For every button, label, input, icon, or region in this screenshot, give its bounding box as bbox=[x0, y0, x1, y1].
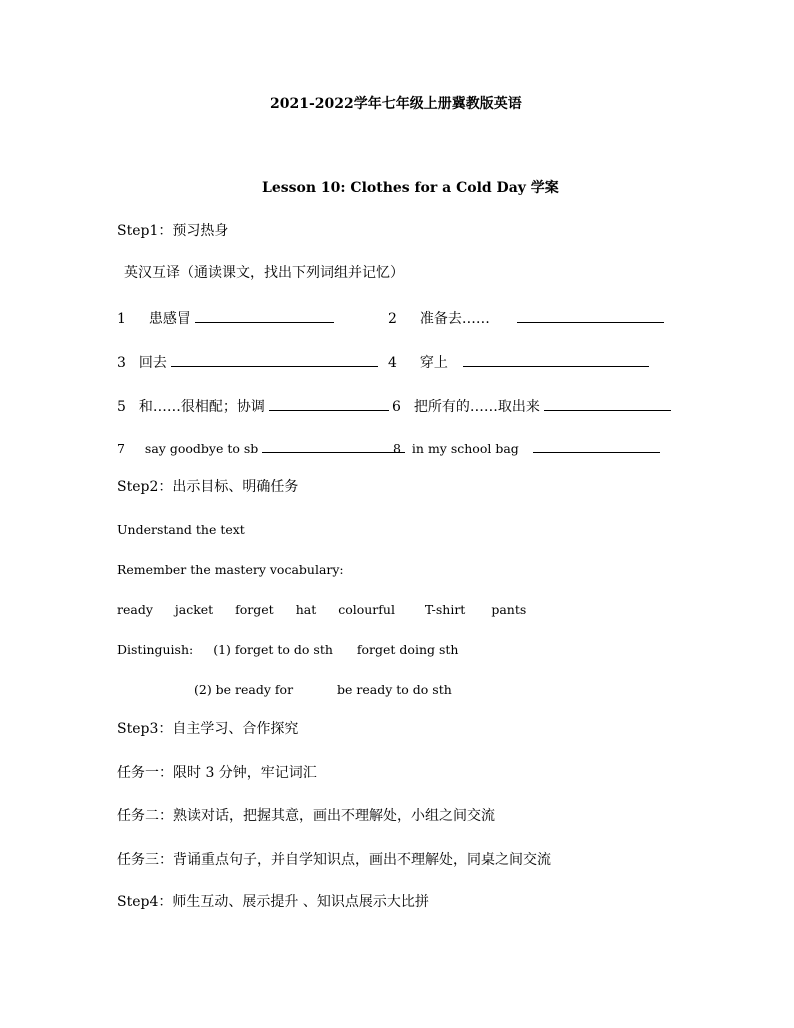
item-2-blank[interactable] bbox=[517, 308, 664, 323]
step3-heading: Step3：自主学习、合作探究 bbox=[117, 721, 299, 737]
item-5 bbox=[117, 396, 389, 416]
page-title: 2021-2022学年七年级上册冀教版英语 bbox=[270, 96, 522, 112]
item-7-text: say goodbye to sb bbox=[144, 441, 259, 456]
item-3 bbox=[117, 352, 378, 372]
item-8-text: in my school bag bbox=[411, 441, 519, 456]
item-6 bbox=[392, 396, 671, 416]
goal-understand: Understand the text bbox=[117, 522, 245, 537]
item-8-num: 8 bbox=[393, 441, 401, 456]
vocab-word: hat bbox=[295, 602, 317, 617]
item-2-num: 2 bbox=[388, 311, 397, 327]
item-7-num: 7 bbox=[117, 441, 125, 456]
item-4 bbox=[388, 352, 649, 372]
distinguish-1a: (1) forget to do sth bbox=[213, 642, 333, 657]
item-6-blank[interactable] bbox=[544, 396, 671, 411]
item-8 bbox=[393, 438, 660, 458]
item-1-text: 患感冒 bbox=[148, 311, 191, 327]
item-4-text: 穿上 bbox=[419, 355, 448, 371]
item-8-blank[interactable] bbox=[533, 438, 660, 453]
item-1-blank[interactable] bbox=[195, 308, 334, 323]
item-3-num: 3 bbox=[117, 355, 126, 371]
vocab-word: ready bbox=[117, 602, 153, 617]
item-1 bbox=[117, 308, 334, 328]
distinguish-row-1 bbox=[117, 641, 458, 659]
item-3-text: 回去 bbox=[138, 355, 167, 371]
item-6-num: 6 bbox=[392, 399, 401, 415]
item-7-blank[interactable] bbox=[262, 438, 405, 453]
item-5-blank[interactable] bbox=[269, 396, 389, 411]
step4-heading: Step4：师生互动、展示提升 、知识点展示大比拼 bbox=[117, 894, 429, 910]
vocab-list bbox=[117, 601, 526, 619]
goal-remember: Remember the mastery vocabulary: bbox=[117, 562, 344, 577]
vocab-word: pants bbox=[491, 602, 527, 617]
item-1-num: 1 bbox=[117, 311, 126, 327]
distinguish-1b: forget doing sth bbox=[356, 642, 459, 657]
item-5-num: 5 bbox=[117, 399, 126, 415]
item-3-blank[interactable] bbox=[171, 352, 378, 367]
vocab-word: T-shirt bbox=[424, 602, 466, 617]
item-7 bbox=[117, 438, 405, 458]
item-2 bbox=[388, 308, 664, 328]
step1-instruction: 英汉互译（通读课文，找出下列词组并记忆） bbox=[124, 265, 404, 281]
item-2-text: 准备去…… bbox=[419, 311, 490, 327]
task-2: 任务二：熟读对话，把握其意，画出不理解处，小组之间交流 bbox=[117, 808, 495, 824]
vocab-word: colourful bbox=[338, 602, 395, 617]
vocab-word: jacket bbox=[174, 602, 214, 617]
task-3: 任务三：背诵重点句子，并自学知识点，画出不理解处，同桌之间交流 bbox=[117, 852, 551, 868]
item-5-text: 和……很相配；协调 bbox=[138, 399, 265, 415]
step1-heading: Step1：预习热身 bbox=[117, 223, 229, 239]
vocab-word: forget bbox=[235, 602, 274, 617]
distinguish-2a: (2) be ready for bbox=[194, 682, 294, 697]
distinguish-row-2 bbox=[194, 681, 452, 699]
step2-heading: Step2：出示目标、明确任务 bbox=[117, 479, 299, 495]
distinguish-2b: be ready to do sth bbox=[337, 682, 452, 697]
item-4-blank[interactable] bbox=[463, 352, 649, 367]
lesson-title: Lesson 10: Clothes for a Cold Day 学案 bbox=[262, 180, 559, 196]
item-6-text: 把所有的……取出来 bbox=[413, 399, 540, 415]
task-1: 任务一：限时 3 分钟，牢记词汇 bbox=[117, 765, 317, 781]
distinguish-label: Distinguish: bbox=[117, 642, 194, 657]
item-4-num: 4 bbox=[388, 355, 397, 371]
